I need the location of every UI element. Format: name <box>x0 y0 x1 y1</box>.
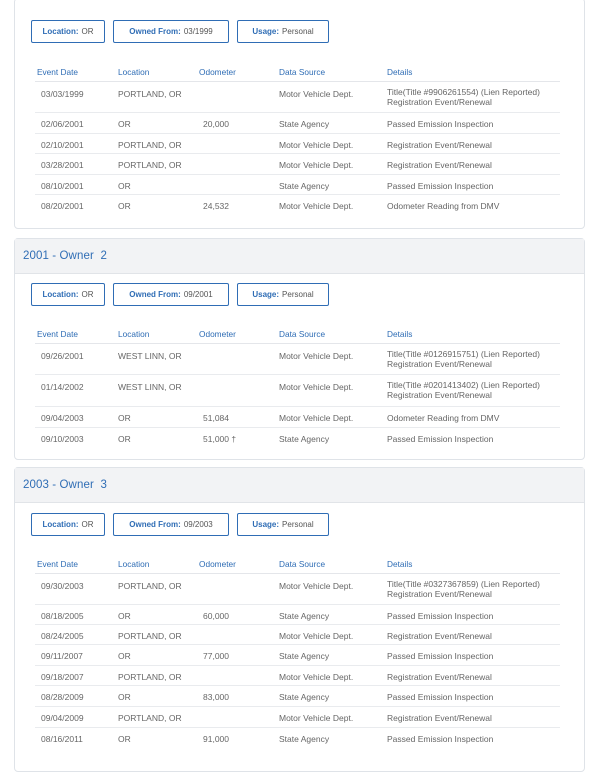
table-header <box>35 59 560 82</box>
usage-pill: Usage: Personal <box>237 20 329 43</box>
owner-header <box>15 239 584 274</box>
owner-title: 2003 - Owner 3 <box>23 479 107 491</box>
location-pill: Location: OR <box>31 20 105 43</box>
owned-from-value: 09/2003 <box>183 520 213 529</box>
owner-summary-pills <box>31 513 337 536</box>
owner-card-0 <box>14 0 585 229</box>
col-data-source: Data Source <box>279 329 326 339</box>
col-location: Location <box>118 67 150 77</box>
table-row: 09/10/2003 OR 51,000 † State Agency Passed Emission Inspection <box>41 434 494 444</box>
table-row: 08/24/2005 PORTLAND, OR Motor Vehicle Dept. Registration Event/Renewal <box>35 625 560 645</box>
history-table <box>35 551 560 750</box>
col-location: Location <box>118 329 150 339</box>
col-data-source: Data Source <box>279 67 326 77</box>
owned-from-pill: Owned From: 09/2001 <box>113 283 229 306</box>
owner-summary-pills <box>31 283 337 306</box>
table-row: 08/16/2011 OR 91,000 State Agency Passed Emission Inspection <box>41 734 494 744</box>
col-location: Location <box>118 559 150 569</box>
col-details: Details <box>387 67 413 77</box>
table-body <box>35 344 560 450</box>
table-row: 09/11/2007 OR 77,000 State Agency Passed Emission Inspection <box>35 645 560 666</box>
table-row: 09/04/2003 OR 51,084 Motor Vehicle Dept. Odometer Reading from DMV <box>35 407 560 428</box>
table-row: 08/28/2009 OR 83,000 State Agency Passed Emission Inspection <box>35 686 560 707</box>
owned-from-pill: Owned From: 09/2003 <box>113 513 229 536</box>
table-body <box>35 82 560 217</box>
owner-summary-pills <box>31 20 337 43</box>
col-odometer: Odometer <box>199 67 236 77</box>
table-row: 03/28/2001 PORTLAND, OR Motor Vehicle Dept. Registration Event/Renewal <box>35 154 560 175</box>
table-header <box>35 551 560 574</box>
owner-card-1 <box>14 238 585 460</box>
table-row: 08/20/2001 OR 24,532 Motor Vehicle Dept. Odometer Reading from DMV <box>41 201 500 211</box>
col-data-source: Data Source <box>279 559 326 569</box>
usage-value: Personal <box>282 290 314 299</box>
col-event-date: Event Date <box>37 67 79 77</box>
col-event-date: Event Date <box>37 559 79 569</box>
table-row: 02/06/2001 OR 20,000 State Agency Passed Emission Inspection <box>35 113 560 134</box>
history-table <box>35 59 560 217</box>
location-pill: Location: OR <box>31 513 105 536</box>
table-row: 09/04/2009 PORTLAND, OR Motor Vehicle Dept. Registration Event/Renewal <box>35 707 560 728</box>
location-value: OR <box>81 290 94 299</box>
location-pill: Location: OR <box>31 283 105 306</box>
col-details: Details <box>387 329 413 339</box>
location-value: OR <box>81 520 94 529</box>
col-odometer: Odometer <box>199 559 236 569</box>
col-event-date: Event Date <box>37 329 79 339</box>
location-value: OR <box>81 27 94 36</box>
owned-from-value: 03/1999 <box>183 27 213 36</box>
table-header <box>35 321 560 344</box>
table-row: 08/18/2005 OR 60,000 State Agency Passed Emission Inspection <box>35 605 560 625</box>
usage-value: Personal <box>282 27 314 36</box>
table-row: 02/10/2001 PORTLAND, OR Motor Vehicle Dept. Registration Event/Renewal <box>35 134 560 154</box>
usage-pill: Usage: Personal <box>237 513 329 536</box>
col-odometer: Odometer <box>199 329 236 339</box>
col-details: Details <box>387 559 413 569</box>
table-row: 09/30/2003 PORTLAND, OR Motor Vehicle Dept. Title(Title #0327367859) (Lien Reported) Registration Event/Renewal <box>35 574 560 605</box>
owned-from-value: 09/2001 <box>183 290 213 299</box>
owner-title: 2001 - Owner 2 <box>23 250 107 262</box>
table-row: 09/18/2007 PORTLAND, OR Motor Vehicle Dept. Registration Event/Renewal <box>35 666 560 686</box>
usage-value: Personal <box>282 520 314 529</box>
usage-pill: Usage: Personal <box>237 283 329 306</box>
table-row: 03/03/1999 PORTLAND, OR Motor Vehicle Dept. Title(Title #9906261554) (Lien Reported) Registration Event/Renewal <box>35 82 560 113</box>
owner-card-2 <box>14 467 585 772</box>
table-body <box>35 574 560 750</box>
owned-from-pill: Owned From: 03/1999 <box>113 20 229 43</box>
table-row: 09/26/2001 WEST LINN, OR Motor Vehicle Dept. Title(Title #0126915751) (Lien Reported) Registration Event/Renewal <box>35 344 560 375</box>
table-row: 01/14/2002 WEST LINN, OR Motor Vehicle Dept. Title(Title #0201413402) (Lien Reported) Registration Event/Renewal <box>35 375 560 407</box>
table-row: 08/10/2001 OR State Agency Passed Emission Inspection <box>35 175 560 195</box>
owner-header <box>15 468 584 503</box>
history-table <box>35 321 560 450</box>
